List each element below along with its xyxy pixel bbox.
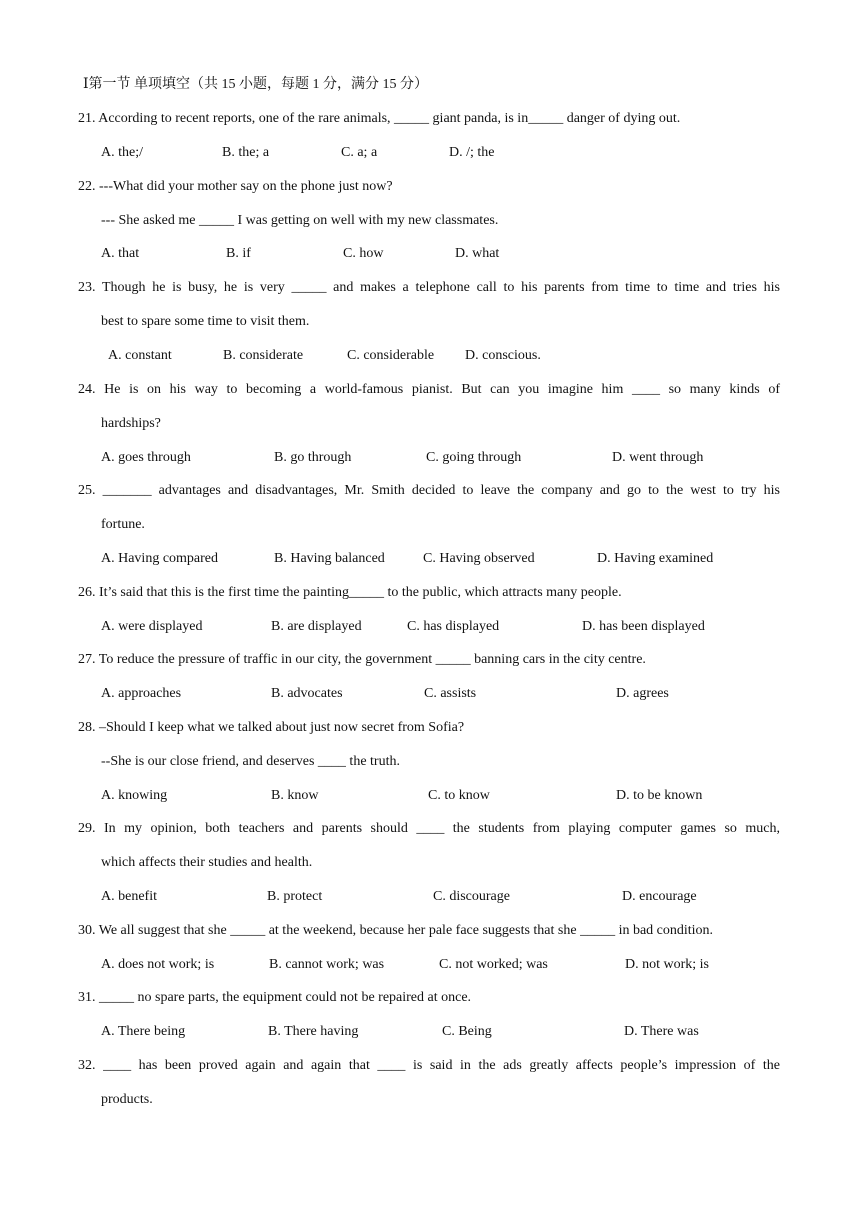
- question-29-option-c: C. discourage: [433, 889, 510, 904]
- question-27-stem: 27. To reduce the pressure of traffic in our city, the government _____ banning cars in the city centre.: [78, 652, 646, 667]
- question-26-option-a: A. were displayed: [101, 619, 203, 634]
- question-29-option-a: A. benefit: [101, 889, 157, 904]
- question-22-option-b: B. if: [226, 246, 251, 261]
- question-25-option-c: C. Having observed: [423, 551, 535, 566]
- question-32-stem: 32. ____ has been proved again and again that ____ is said in the ads greatly affects people’s impression of the: [78, 1058, 780, 1073]
- question-29-option-d: D. encourage: [622, 889, 697, 904]
- question-29-option-b: B. protect: [267, 889, 323, 904]
- question-28-option-d: D. to be known: [616, 788, 703, 803]
- question-21-option-d: D. /; the: [449, 145, 495, 160]
- section-header: Ⅰ第一节 单项填空（共 15 小题，每题 1 分，满分 15 分）: [83, 77, 429, 92]
- question-22-stem: 22. ---What did your mother say on the phone just now?: [78, 179, 393, 194]
- question-23-stem-line-2: best to spare some time to visit them.: [101, 314, 310, 329]
- question-26-stem: 26. It’s said that this is the first time the painting_____ to the public, which attracts many people.: [78, 585, 622, 600]
- question-31-option-d: D. There was: [624, 1024, 699, 1039]
- question-27-option-d: D. agrees: [616, 686, 669, 701]
- question-26-option-b: B. are displayed: [271, 619, 362, 634]
- question-24-option-d: D. went through: [612, 450, 704, 465]
- question-25-option-d: D. Having examined: [597, 551, 714, 566]
- question-28-stem-line-2: --She is our close friend, and deserves ____ the truth.: [101, 754, 400, 769]
- question-22-option-d: D. what: [455, 246, 500, 261]
- question-24-option-b: B. go through: [274, 450, 352, 465]
- question-28-option-b: B. know: [271, 788, 319, 803]
- question-24-stem: 24. He is on his way to becoming a world-famous pianist. But can you imagine him ____ so many kinds of: [78, 382, 780, 397]
- question-28-option-a: A. knowing: [101, 788, 168, 803]
- question-23-option-d: D. conscious.: [465, 348, 541, 363]
- question-21-option-b: B. the; a: [222, 145, 270, 160]
- question-30-option-a: A. does not work; is: [101, 957, 215, 972]
- question-27-option-a: A. approaches: [101, 686, 182, 701]
- question-25-option-b: B. Having balanced: [274, 551, 385, 566]
- question-28-stem: 28. –Should I keep what we talked about just now secret from Sofia?: [78, 720, 465, 735]
- question-23-stem: [78, 279, 780, 297]
- question-29-stem: 29. In my opinion, both teachers and parents should ____ the students from playing computer games so much,: [78, 821, 780, 836]
- question-22-stem-line-2: --- She asked me _____ I was getting on well with my new classmates.: [101, 213, 499, 228]
- question-32-stem-line-2: products.: [101, 1092, 153, 1107]
- question-25-option-a: A. Having compared: [101, 551, 219, 566]
- question-31-option-c: C. Being: [442, 1024, 492, 1039]
- question-27-option-c: C. assists: [424, 686, 477, 701]
- question-29-stem-line-2: which affects their studies and health.: [101, 855, 313, 870]
- question-27-option-b: B. advocates: [271, 686, 343, 701]
- question-28-option-c: C. to know: [428, 788, 490, 803]
- question-30-option-c: C. not worked; was: [439, 957, 548, 972]
- question-30-option-d: D. not work; is: [625, 957, 709, 972]
- question-31-option-a: A. There being: [101, 1024, 186, 1039]
- question-21-option-c: C. a; a: [341, 145, 378, 160]
- question-25-stem: 25. _______ advantages and disadvantages, Mr. Smith decided to leave the company and go to the west to try his: [78, 483, 780, 498]
- question-22-option-a: A. that: [101, 246, 140, 261]
- question-31-option-b: B. There having: [268, 1024, 359, 1039]
- question-26-option-d: D. has been displayed: [582, 619, 705, 634]
- question-30-option-b: B. cannot work; was: [269, 957, 385, 972]
- question-23-option-a: A. constant: [108, 348, 172, 363]
- question-24-option-a: A. goes through: [101, 450, 191, 465]
- question-24-option-c: C. going through: [426, 450, 522, 465]
- question-22-option-c: C. how: [343, 246, 384, 261]
- question-26-option-c: C. has displayed: [407, 619, 500, 634]
- question-23-stem-line-1: 23. Though he is busy, he is very _____ and makes a telephone call to his parents from time to time and tries his: [78, 280, 780, 295]
- question-23-option-b: B. considerate: [223, 348, 304, 363]
- question-21-stem: 21. According to recent reports, one of the rare animals, _____ giant panda, is in_____ danger of dying out.: [78, 111, 681, 126]
- question-25-stem-line-2: fortune.: [101, 517, 145, 532]
- question-30-stem: 30. We all suggest that she _____ at the weekend, because her pale face suggests that she _____ in bad condition.: [78, 923, 714, 938]
- question-23-option-c: C. considerable: [347, 348, 435, 363]
- question-21-option-a: A. the;/: [101, 145, 143, 160]
- question-31-stem: 31. _____ no spare parts, the equipment could not be repaired at once.: [78, 990, 472, 1005]
- question-24-stem-line-2: hardships?: [101, 416, 161, 431]
